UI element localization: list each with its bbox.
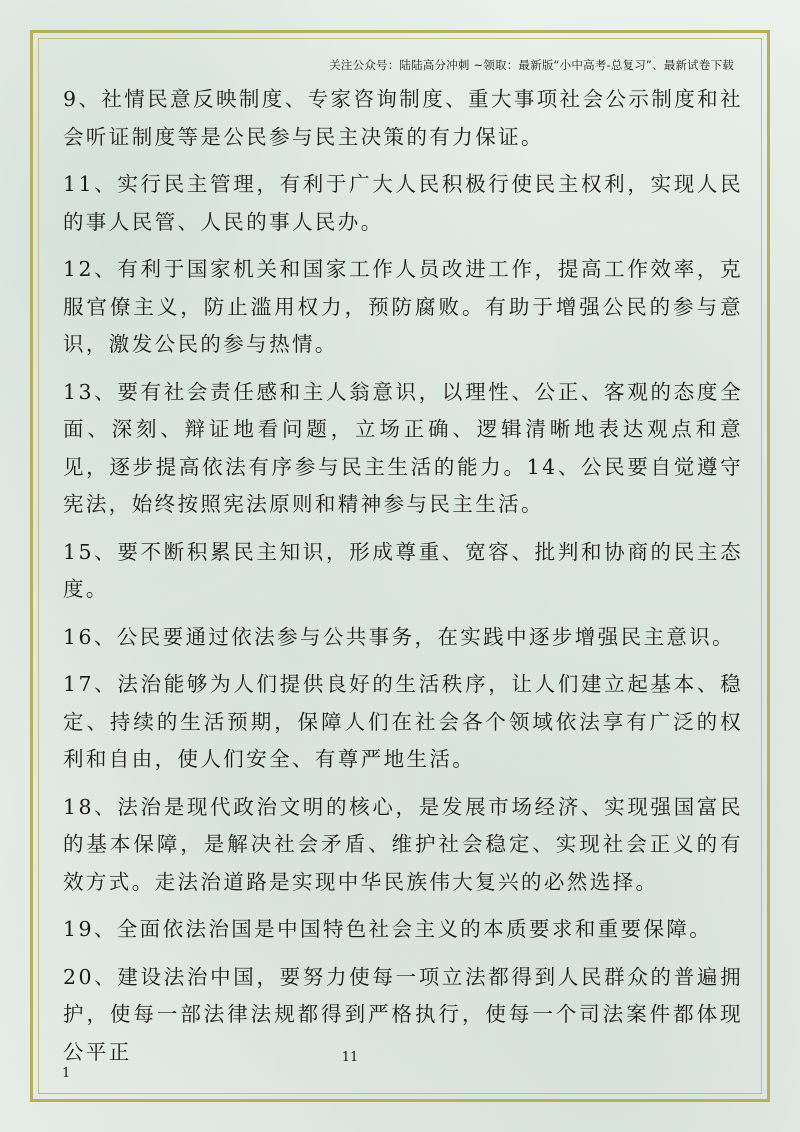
paragraph-15: 15、要不断积累民主知识，形成尊重、宽容、批判和协商的民主态度。 <box>63 539 743 601</box>
paragraph-11: 11、实行民主管理，有利于广大人民积极行使民主权利，实现人民的事人民管、人民的事人民办。 <box>63 172 743 234</box>
page-number-left: 1 <box>62 1066 71 1081</box>
paragraph-9: 9、社情民意反映制度、专家咨询制度、重大事项社会公示制度和社会听证制度等是公民参与民主决策的有力保证。 <box>63 87 743 149</box>
paragraph-13-14: 13、要有社会责任感和主人翁意识，以理性、公正、客观的态度全面、深刻、辩证地看问题，立场正确、逻辑清晰地表达观点和意见，逐步提高依法有序参与民主生活的能力。14、公民要自觉遵守宪法，始终按照宪法原则和精神参与民主生活。 <box>63 379 743 516</box>
paragraph-18: 18、法治是现代政治文明的核心，是发展市场经济、实现强国富民的基本保障，是解决社会矛盾、维护社会稳定、实现社会正义的有效方式。走法治道路是实现中华民族伟大复兴的必然选择。 <box>63 794 743 894</box>
header-note: 关注公众号：陆陆高分冲刺 ~领取：最新版“小中高考-总复习”、最新试卷下载 <box>329 58 734 72</box>
paragraph-20: 20、建设法治中国，要努力使每一项立法都得到人民群众的普遍拥护，使每一部法律法规都得到严格执行，使每一个司法案件都体现公平正 <box>63 964 743 1064</box>
paragraph-17: 17、法治能够为人们提供良好的生活秩序，让人们建立起基本、稳定、持续的生活预期，保障人们在社会各个领域依法享有广泛的权利和自由，使人们安全、有尊严地生活。 <box>63 672 743 771</box>
paragraph-19: 19、全面依法治国是中国特色社会主义的本质要求和重要保障。 <box>63 917 713 941</box>
document-body <box>63 81 743 1081</box>
paragraph-16: 16、公民要通过依法参与公共事务，在实践中逐步增强民主意识。 <box>63 624 736 649</box>
paragraph-12: 12、有利于国家机关和国家工作人员改进工作，提高工作效率，克服官僚主义，防止滥用权力，预防腐败。有助于增强公民的参与意识，激发公民的参与热情。 <box>63 257 743 356</box>
page-number-center: 11 <box>341 1050 359 1065</box>
